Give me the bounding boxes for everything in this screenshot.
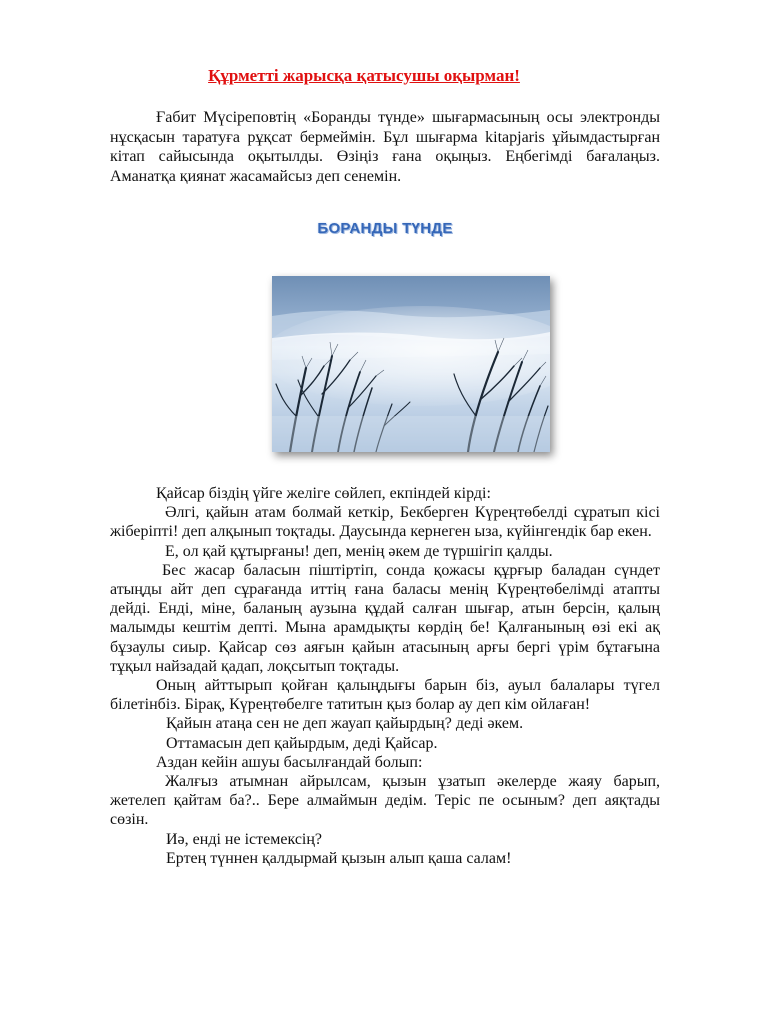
story-paragraph: Е, ол қай құтырғаны! деп, менің әкем де түршігіп қалды.	[165, 542, 553, 560]
notice-paragraph: Ғабит Мүсіреповтің «Боранды түнде» шығармасының осы электронды нұсқасын таратуға рұқсат бермеймін. Бұл шығарма kitapjaris ұйымдастырған кітап сайысында оқытылды. Өзіңіз ғана оқыңыз. Еңбегімді бағалаңыз. Аманатқа қиянат жасамайсыз деп сенемін.	[110, 109, 660, 185]
story-paragraph: Ертең түннен қалдырмай қызын алып қаша салам!	[166, 849, 512, 867]
story-paragraph: Қайын атаңа сен не деп жауап қайырдың? деді әкем.	[166, 715, 524, 733]
story-paragraph: Иә, енді не істемексің?	[166, 830, 323, 848]
work-title: БОРАНДЫ ТҮНДЕ	[317, 220, 453, 237]
story-paragraph: Аздан кейін ашуы басылғандай болып:	[156, 753, 423, 771]
snowstorm-trees-photo	[272, 276, 550, 452]
story-paragraph: Әлгі, қайын атам болмай кеткір, Бекберген Күреңтөбелді сұратып кісі жіберіпті! деп алқынып тоқтады. Даусында кернеген ыза, күйінгендік бар екен.	[110, 504, 660, 541]
story-paragraph: Бес жасар баласын піштіртіп, сонда қожасы құрғыр баладан сүндет атыңды айт деп сұрағанда иттің ғана баласы менің Күреңтөбелімді атапты дейді. Енді, міне, баланың аузына құдай салған шығар, атын берсін, қалың малымды кештім депті. Мына арамдықты көрдің бе! Қалғанының өзі екі ақ бұзаулы сиыр. Қайсар сөз аяғын қайын атасының арғы бергі үрім бұтағына тұқыл найзадай қадап, лоқсытып тоқтады.	[110, 561, 660, 675]
story-paragraph: Жалғыз атымнан айрылсам, қызын ұзатып әкелерде жаяу барып, жетелеп қайтам ба?.. Бере алмаймын дедім. Теріс пе осыным? деп аяқтады сөзін.	[110, 773, 660, 829]
notice-title: Құрметті жарысқа қатысушы оқырман!	[208, 66, 520, 85]
story-paragraph: Оның айттырып қойған қалыңдығы барын біз, ауыл балалары түгел білетінбіз. Бірақ, Күреңтөбелге татитын қыз болар ау деп кім ойлаған!	[110, 677, 660, 714]
story-text	[110, 484, 660, 868]
story-paragraph: Қайсар біздің үйге желіге сөйлеп, екпіндей кірді:	[156, 485, 491, 502]
story-paragraph: Оттамасын деп қайырдым, деді Қайсар.	[166, 734, 438, 752]
